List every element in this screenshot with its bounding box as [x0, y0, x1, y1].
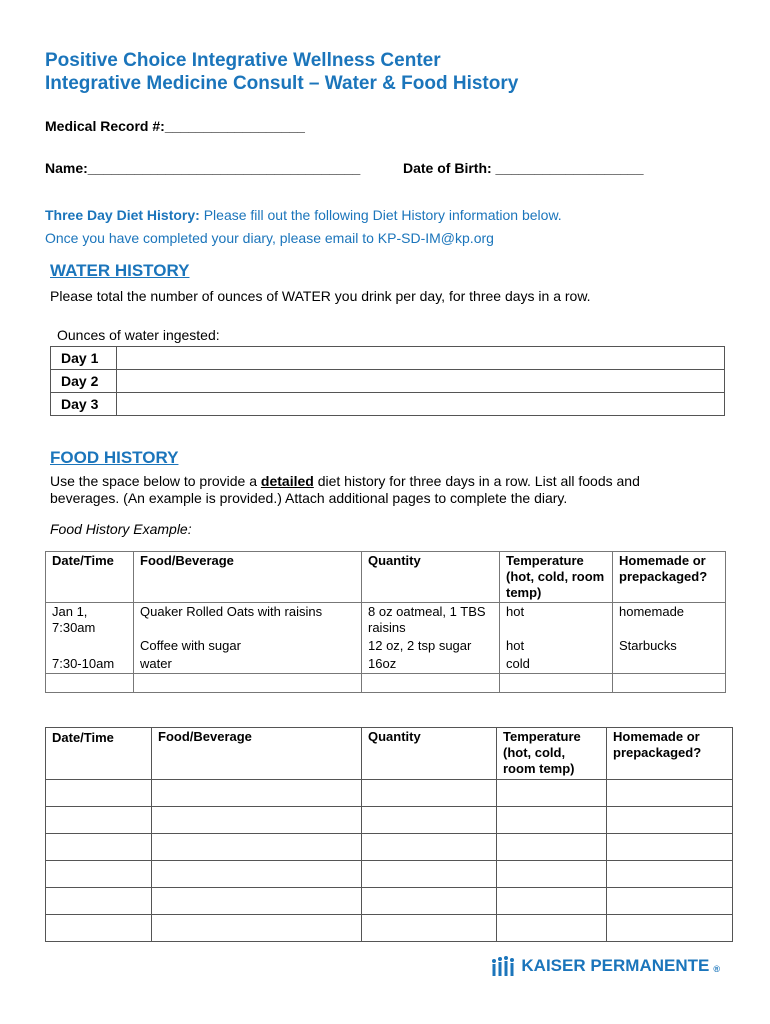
intro-line-1: [45, 207, 562, 223]
page-title: [45, 49, 518, 95]
input-cell[interactable]: [497, 861, 607, 888]
cell-qty: 8 oz oatmeal, 1 TBS raisins: [362, 603, 500, 638]
input-cell[interactable]: [362, 861, 497, 888]
food-instruction-pre: Use the space below to provide a: [50, 473, 261, 489]
table-row: [46, 780, 733, 807]
dob-field[interactable]: Date of Birth: ___________________: [403, 160, 644, 176]
day-label: Day 3: [51, 393, 117, 416]
cell-date: [46, 637, 134, 655]
cell-empty: [362, 674, 500, 693]
input-cell[interactable]: [497, 807, 607, 834]
title-line-2: Integrative Medicine Consult – Water & Food History: [45, 73, 519, 94]
kp-people-icon: [491, 955, 517, 977]
col-temperature: Temperature (hot, cold, room temp): [497, 728, 607, 780]
table-row: [46, 807, 733, 834]
cell-empty: [500, 674, 613, 693]
logo-text: KAISER PERMANENTE: [521, 956, 710, 975]
input-cell[interactable]: [497, 834, 607, 861]
table-row: [46, 655, 726, 674]
col-date-time: Date/Time: [46, 552, 134, 603]
col-homemade: Homemade or prepackaged?: [613, 552, 726, 603]
food-example-label: Food History Example:: [50, 521, 192, 537]
input-cell[interactable]: [497, 780, 607, 807]
cell-empty: [613, 674, 726, 693]
input-cell[interactable]: [362, 780, 497, 807]
col-date-time: Date/Time: [46, 728, 152, 780]
food-history-heading: FOOD HISTORY: [50, 448, 179, 467]
intro-rest: Please fill out the following Diet History information below.: [199, 207, 562, 223]
table-row: [46, 861, 733, 888]
input-cell[interactable]: [362, 834, 497, 861]
input-cell[interactable]: [46, 807, 152, 834]
input-cell[interactable]: [152, 780, 362, 807]
input-cell[interactable]: [607, 888, 733, 915]
input-cell[interactable]: [607, 807, 733, 834]
input-cell[interactable]: [152, 915, 362, 942]
water-row: [51, 370, 725, 393]
table-header-row: [46, 728, 733, 780]
registered-mark: ®: [713, 964, 720, 974]
input-cell[interactable]: [46, 888, 152, 915]
food-diary-table: [45, 727, 733, 942]
intro-line-2: Once you have completed your diary, please email to KP-SD-IM@kp.org: [45, 230, 494, 246]
input-cell[interactable]: [497, 915, 607, 942]
input-cell[interactable]: [152, 807, 362, 834]
cell-food: Quaker Rolled Oats with raisins: [134, 603, 362, 638]
col-temperature: Temperature (hot, cold, room temp): [500, 552, 613, 603]
cell-food: water: [134, 655, 362, 674]
table-row: [46, 915, 733, 942]
cell-temp: hot: [500, 637, 613, 655]
input-cell[interactable]: [607, 780, 733, 807]
food-instruction-post: diet history for three days in a row. List all foods and beverages. (An example is provided.) Attach additional pages to complete the diary.: [50, 473, 640, 506]
input-cell[interactable]: [46, 861, 152, 888]
water-input-day-1[interactable]: [117, 347, 725, 370]
table-row: [46, 834, 733, 861]
input-cell[interactable]: [607, 834, 733, 861]
col-food-beverage: Food/Beverage: [134, 552, 362, 603]
cell-date: 7:30-10am: [46, 655, 134, 674]
table-header-row: [46, 552, 726, 603]
cell-home: Starbucks: [613, 637, 726, 655]
cell-empty: [134, 674, 362, 693]
input-cell[interactable]: [152, 834, 362, 861]
water-input-day-2[interactable]: [117, 370, 725, 393]
medical-record-field[interactable]: Medical Record #:__________________: [45, 118, 305, 134]
cell-home: homemade: [613, 603, 726, 638]
cell-temp: hot: [500, 603, 613, 638]
intro-bold: Three Day Diet History:: [45, 207, 200, 223]
cell-qty: 16oz: [362, 655, 500, 674]
water-input-day-3[interactable]: [117, 393, 725, 416]
input-cell[interactable]: [46, 780, 152, 807]
input-cell[interactable]: [607, 915, 733, 942]
input-cell[interactable]: [362, 915, 497, 942]
cell-food: Coffee with sugar: [134, 637, 362, 655]
input-cell[interactable]: [497, 888, 607, 915]
input-cell[interactable]: [362, 807, 497, 834]
food-example-table: [45, 551, 726, 693]
kaiser-permanente-logo: [491, 955, 720, 977]
table-row: [46, 603, 726, 638]
water-table-label: Ounces of water ingested:: [57, 327, 220, 343]
input-cell[interactable]: [46, 834, 152, 861]
cell-temp: cold: [500, 655, 613, 674]
input-cell[interactable]: [152, 861, 362, 888]
title-line-1: Positive Choice Integrative Wellness Center: [45, 50, 441, 71]
water-instruction: Please total the number of ounces of WATER you drink per day, for three days in a row.: [50, 288, 591, 304]
col-quantity: Quantity: [362, 728, 497, 780]
name-field[interactable]: Name:___________________________________: [45, 160, 361, 176]
water-table: [50, 346, 725, 416]
table-row: [46, 637, 726, 655]
input-cell[interactable]: [46, 915, 152, 942]
col-homemade: Homemade or prepackaged?: [607, 728, 733, 780]
col-quantity: Quantity: [362, 552, 500, 603]
cell-home: [613, 655, 726, 674]
water-row: [51, 393, 725, 416]
input-cell[interactable]: [607, 861, 733, 888]
table-row: [46, 888, 733, 915]
input-cell[interactable]: [152, 888, 362, 915]
water-history-heading: WATER HISTORY: [50, 261, 190, 280]
day-label: Day 2: [51, 370, 117, 393]
cell-qty: 12 oz, 2 tsp sugar: [362, 637, 500, 655]
water-row: [51, 347, 725, 370]
input-cell[interactable]: [362, 888, 497, 915]
cell-empty: [46, 674, 134, 693]
food-instruction: [50, 473, 710, 507]
table-row: [46, 674, 726, 693]
day-label: Day 1: [51, 347, 117, 370]
col-food-beverage: Food/Beverage: [152, 728, 362, 780]
food-instruction-bold: detailed: [260, 473, 314, 489]
cell-date: Jan 1, 7:30am: [46, 603, 134, 638]
